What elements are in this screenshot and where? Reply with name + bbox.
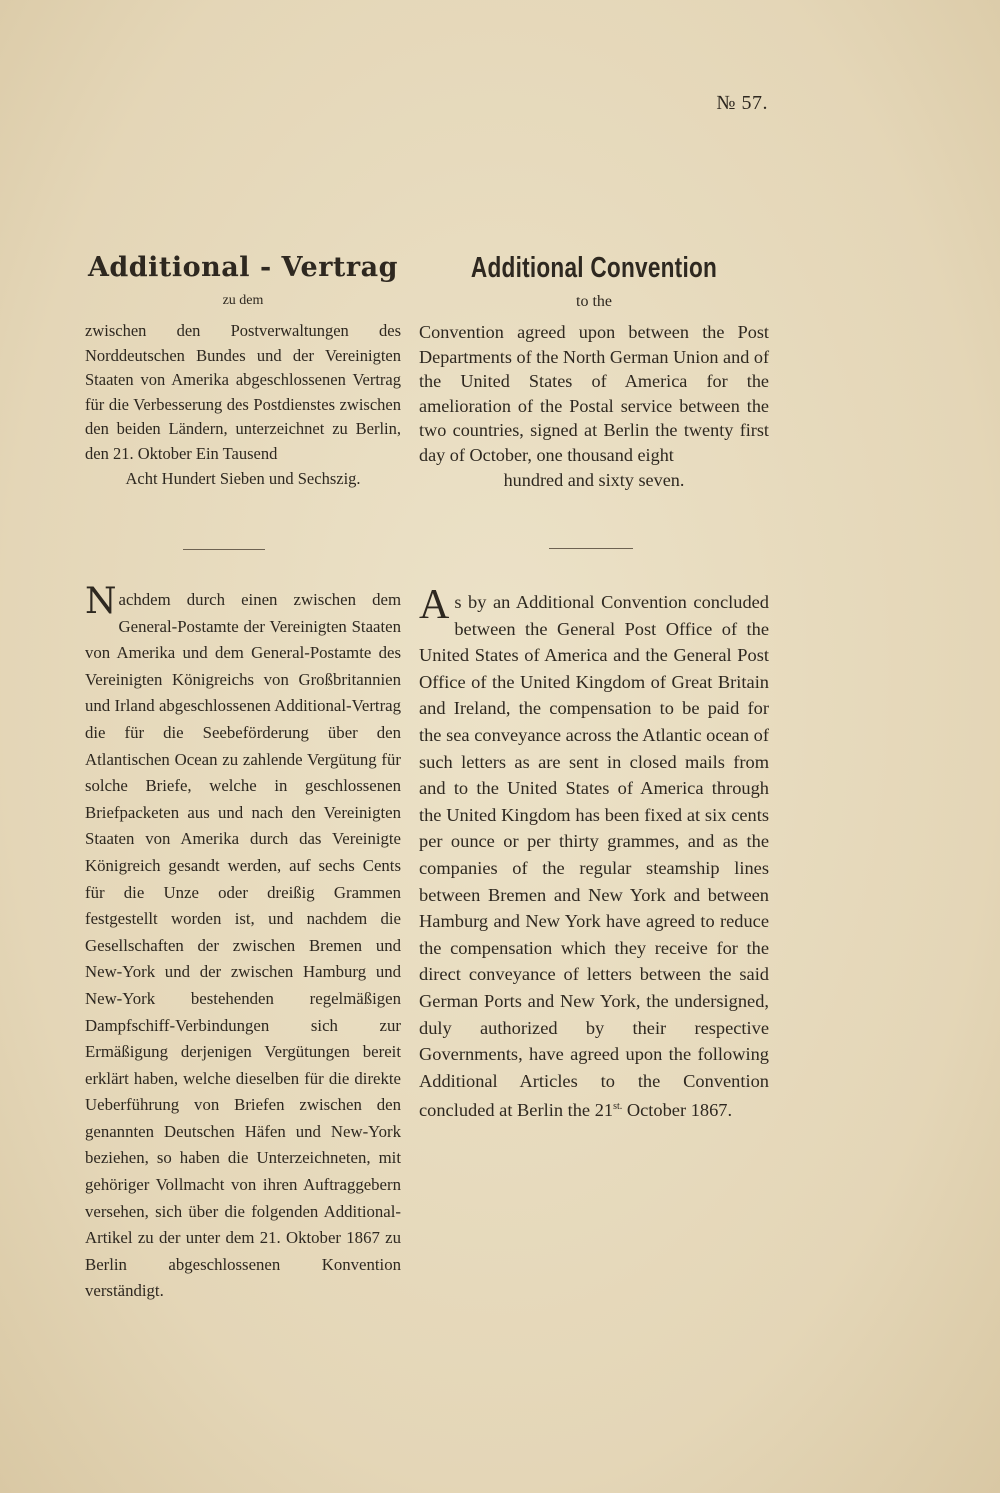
english-body	[419, 582, 769, 1124]
page-number: № 57.	[716, 92, 768, 114]
german-intro-text: zwischen den Postverwaltungen des Norddeutschen Bundes und der Vereinigten Staaten von Amerika abgeschlossenen Vertrag für die Verbesserung des Postdienstes zwischen den beiden Ländern, unterzeichnet zu Berlin, den 21. Oktober Ein Tausend	[85, 321, 401, 463]
german-subtitle: zu dem	[222, 293, 264, 308]
english-intro-text: Convention agreed upon between the Post Departments of the North German Union and of the United States of America for the amelioration of the Postal service between the two countries, signed at Berlin the twenty first day of October, one thousand eight	[419, 322, 770, 465]
english-subtitle: to the	[576, 293, 612, 310]
english-body-date-day: 21	[594, 1100, 614, 1121]
english-intro	[419, 320, 769, 492]
english-drop-cap: A	[419, 582, 450, 628]
divider-left	[183, 549, 265, 550]
english-body-date-rest: October 1867.	[626, 1100, 733, 1121]
english-title: Additional Convention	[470, 252, 718, 284]
english-body-date-suffix: st.	[613, 1101, 623, 1113]
german-intro-last-line: Acht Hundert Sieben und Sechszig.	[125, 468, 361, 488]
german-body	[85, 581, 401, 1305]
german-intro	[85, 319, 401, 491]
german-title: Additional - Vertrag	[87, 252, 399, 283]
english-body-text: s by an Additional Convention concluded between the General Post Office of the United States of America and the General Post Office of the United Kingdom of Great Britain and Ireland, the compensation to be paid for the sea conveyance across the Atlantic ocean of such letters as are sent in closed mails from and to the United States of America through the United Kingdom has been fixed at six cents per ounce or per thirty grammes, and as the companies of the regular steamship lines between Bremen and New York and between Hamburg and New York have agreed to reduce the compensation which they receive for the direct conveyance of letters between the said German Ports and New York, the undersigned, duly authorized by their respective Governments, have agreed upon the following Additional Articles to the Convention concluded at Berlin the	[419, 592, 769, 1121]
divider-right	[549, 548, 633, 549]
german-drop-cap: N	[85, 581, 117, 622]
english-intro-last-line: hundred and sixty seven.	[503, 469, 685, 490]
german-body-text: achdem durch einen zwischen dem General-Postamte der Vereinigten Staaten von Amerika und dem General-Postamte des Vereinigten Königreichs von Großbritannien und Irland abgeschlossenen Additional-Vertrag die für die Seebeförderung über den Atlantischen Ocean zu zahlende Vergütung für solche Briefe, welche in geschlossenen Briefpacketen aus und nach den Vereinigten Staaten von Amerika durch das Vereinigte Königreich gesandt werden, auf sechs Cents für die Unze oder dreißig Grammen festgestellt worden ist, und nachdem die Gesellschaften der zwischen Bremen und New-York und der zwischen Hamburg und New-York bestehenden regelmäßigen Dampfschiff-Verbindungen sich zur Ermäßigung derjenigen Vergütungen bereit erklärt haben, welche dieselben für die direkte Ueberführung von Briefen zwischen den genannten Deutschen Häfen und New-York beziehen, so haben die Unterzeichneten, mit gehöriger Vollmacht von ihren Auftraggebern versehen, sich über die folgenden Additional-Artikel zu der unter dem 21. Oktober 1867 zu Berlin abgeschlossenen Konvention verständigt.	[85, 590, 401, 1301]
